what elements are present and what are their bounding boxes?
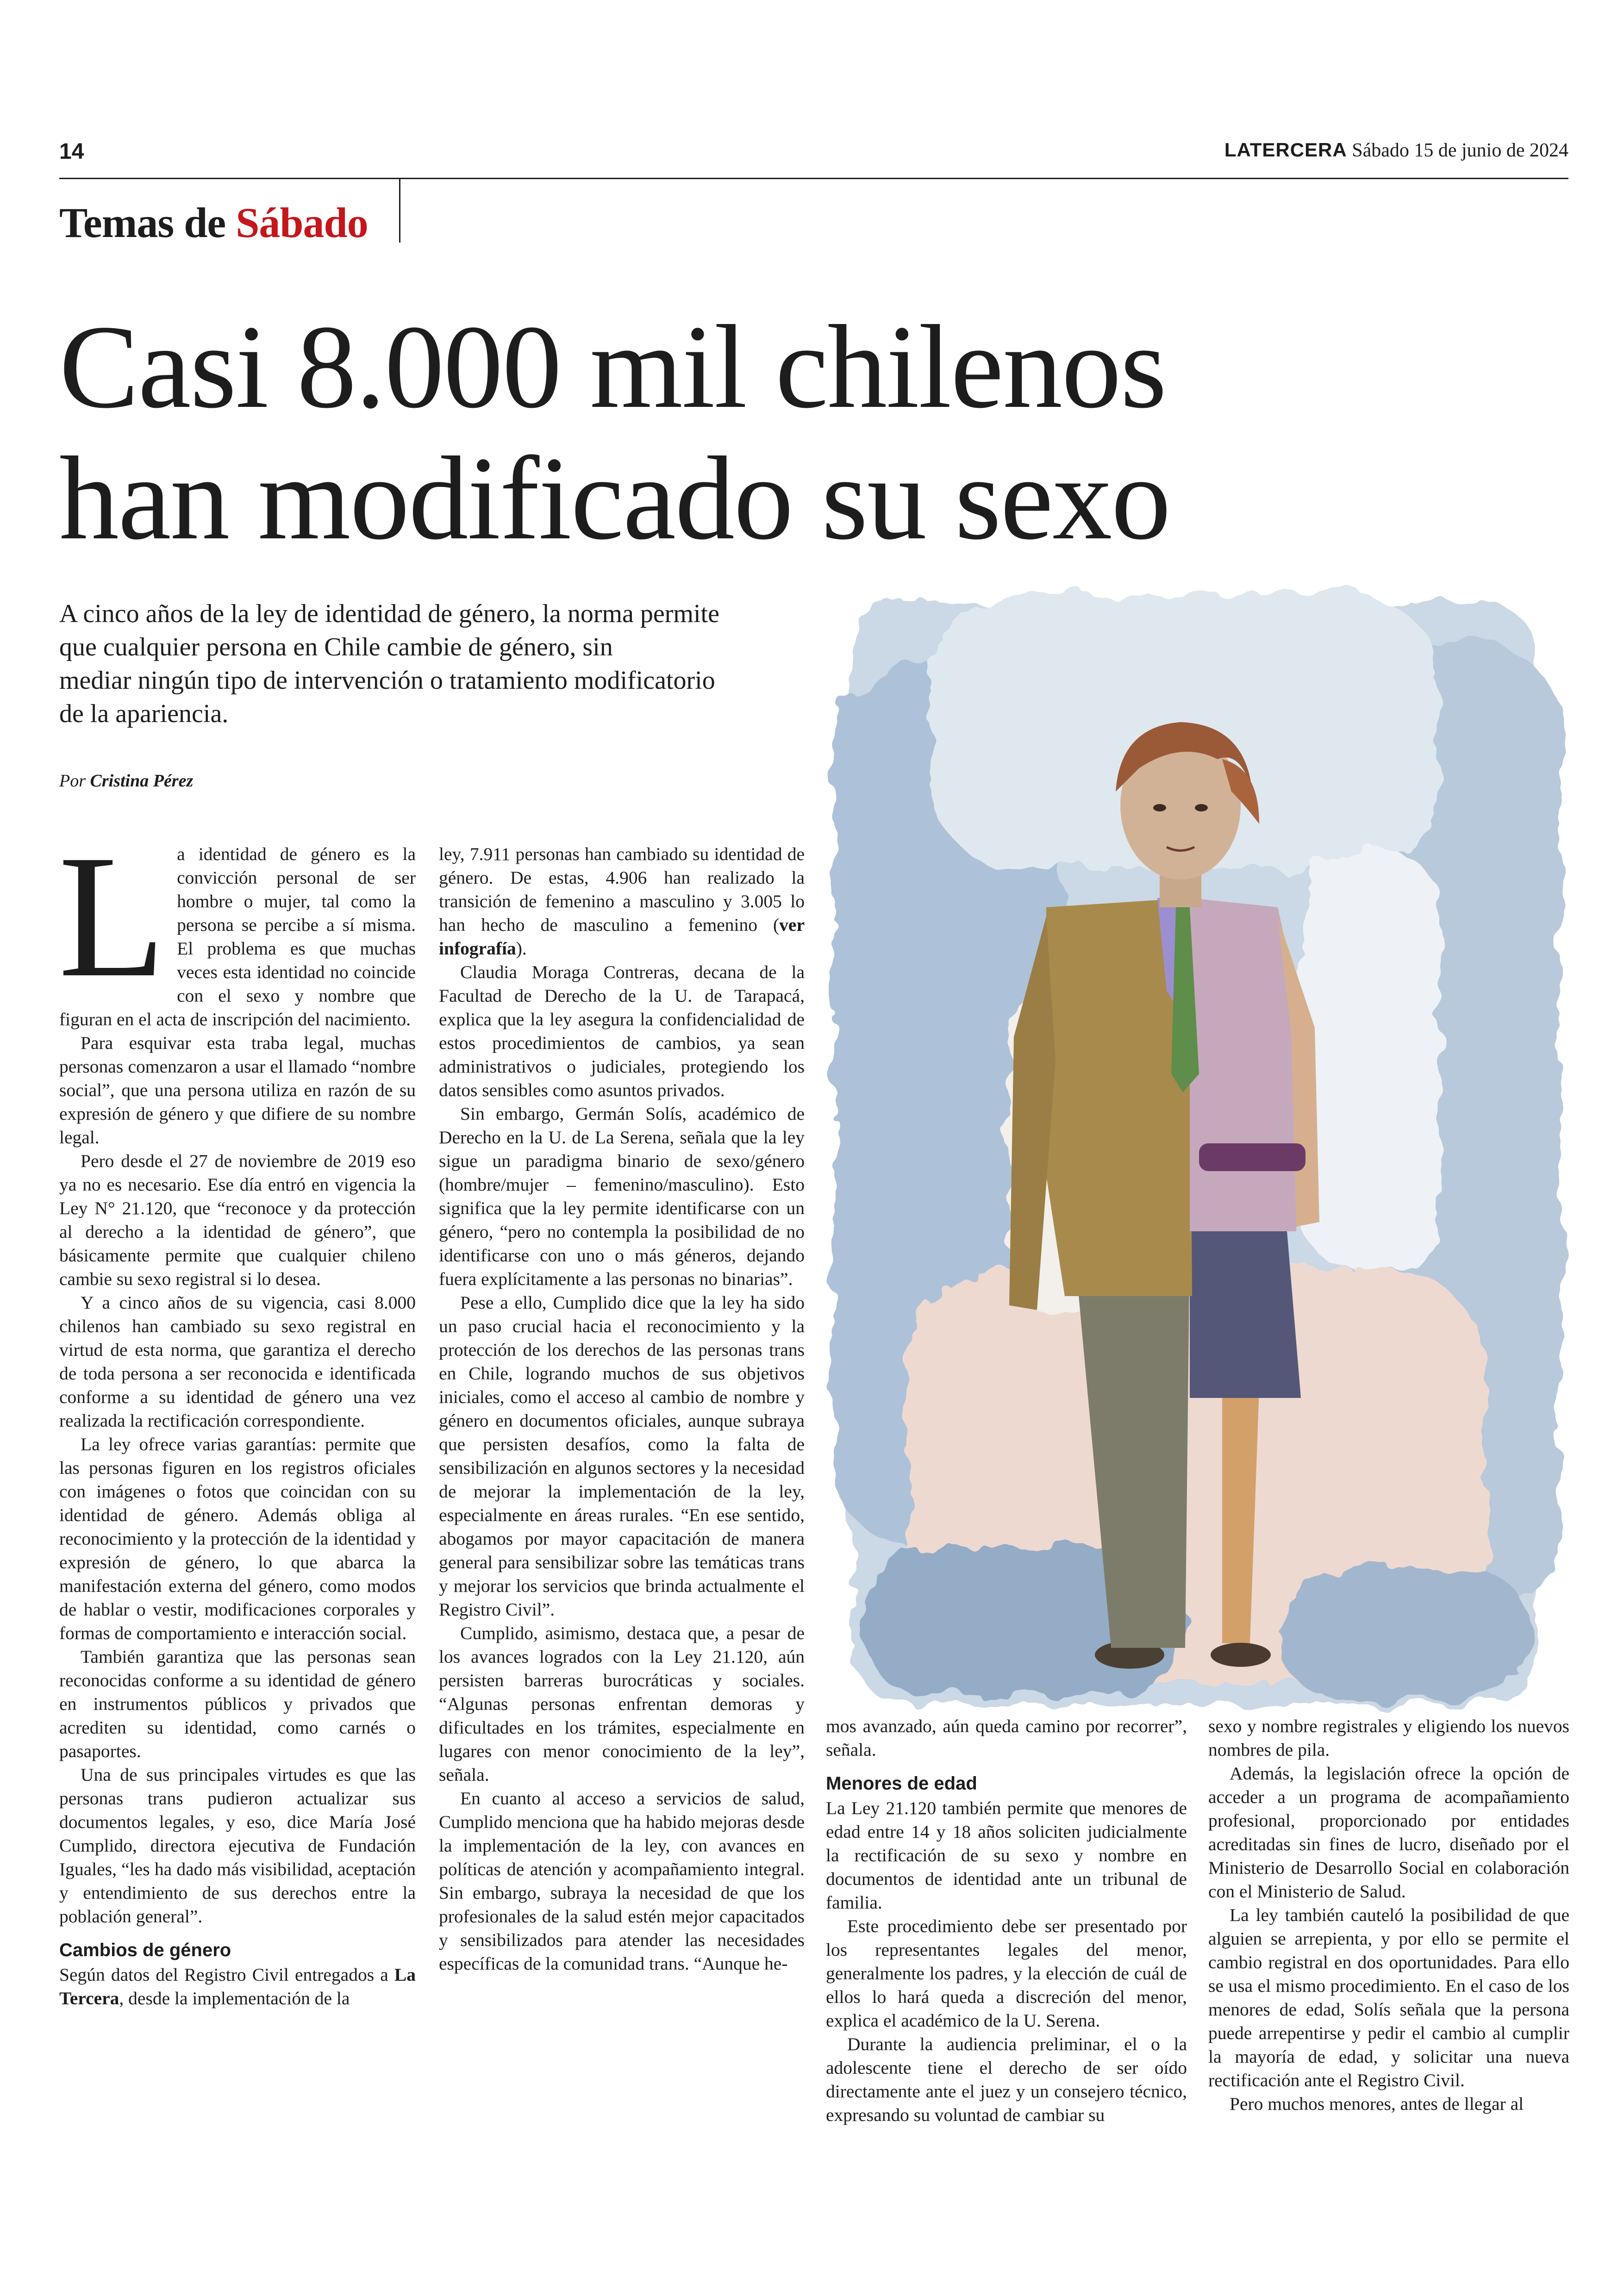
paragraph: Para esquivar esta traba legal, muchas personas comenzaron a usar el llamado “nombre social”, que una persona utiliza en razón de su expresión de género y que difiere de su nombre legal. [59,1033,416,1148]
paragraph: Claudia Moraga Contreras, decana de la Facultad de Derecho de la U. de Tarapacá, explica que la ley asegura la confidencialidad de estos procedimientos de cambios, ya sean administrativos o judiciales, protegiendo los datos sensibles como asuntos privados. [439,962,805,1100]
section-title-main: Temas de [59,199,226,246]
paragraph [58,819,416,1031]
newspaper-name: La Tercera [59,1964,416,2008]
paragraph: Pese a ello, Cumplido dice que la ley ha sido un paso crucial hacia el reconocimiento y la protección de los derechos de las personas trans en Chile, logrando muchos de sus objetivos iniciales, como el acceso al cambio de nombre y género en documentos oficiales, aunque subraya que persisten desafíos, como la falta de sensibilización en algunos sectores y la necesidad de mejorar la implementación de la ley, especialmente en áreas rurales. “En ese sentido, abogamos por mayor capacitación de manera general para sensibilizar sobre las temáticas trans y mejorar los servicios que brinda actualmente el Registro Civil”. [439,1292,805,1620]
section-title-accent: Sábado [236,199,368,246]
paragraph: ley, 7.911 personas han cambiado su identidad de género. De estas, 4.906 han realizado la transición de femenino a masculino y 3.005 lo han hecho de masculino a femenino (ver infografía). [439,844,805,959]
header-rule [59,178,1568,179]
paragraph: Según datos del Registro Civil entregados a La Tercera, desde la implementación de la [59,1964,416,2008]
deck-line: que cualquier persona en Chile cambie de género, sin [59,633,613,661]
article-column-4 [1208,1715,1569,2116]
paragraph: mos avanzado, aún queda camino por recorrer”, señala. [826,1716,1187,1760]
paragraph: En cuanto al acceso a servicios de salud, Cumplido menciona que ha habido mejoras desde la implementación de la ley, con avances en políticas de atención y acompañamiento integral. Sin embargo, subraya la necesidad de que los profesionales de la salud estén mejor capacitados y sensibilizados para atender las necesidades específicas de la comunidad trans. “Aunque he- [439,1788,805,1974]
paragraph: También garantiza que las personas sean reconocidas conforme a su identidad de género en instrumentos públicos y privados que acrediten su identidad, como carnés o pasaportes. [59,1646,416,1761]
newspaper-brand: LATERCERA [1224,139,1347,161]
paragraph: Además, la legislación ofrece la opción de acceder a un programa de acompañamiento profesional, proporcionado por entidades acreditadas sin fines de lucro, diseñado por el Ministerio de Desarrollo Social en colaboración con el Ministerio de Salud. [1208,1763,1569,1902]
paragraph: Sin embargo, Germán Solís, académico de Derecho en la U. de La Serena, señala que la ley sigue un paradigma binario de sexo/género (hombre/mujer – femenino/masculino). Esto significa que la ley permite identificarse con un género, “pero no contempla la posibilidad de no identificarse con uno o más géneros, dejando fuera explícitamente a las personas no binarias”. [439,1104,805,1289]
paragraph: La Ley 21.120 también permite que menores de edad entre 14 y 18 años soliciten judicialmente la rectificación de su sexo y nombre en documentos de identidad ante un tribunal de familia. [826,1798,1187,1913]
page-number: 14 [59,139,84,164]
deck-line: mediar ningún tipo de intervención o tratamiento modificatorio [59,666,715,695]
paragraph: Y a cinco años de su vigencia, casi 8.000 chilenos han cambiado su sexo registral en virtud de esta norma, que garantiza el derecho de toda persona a ser reconocida e identificada conforme a su identidad de género una vez realizada la rectificación correspondiente. [59,1292,416,1431]
illustration [815,574,1583,1731]
paragraph: La ley ofrece varias garantías: permite que las personas figuren en los registros oficiales con imágenes o fotos que coincidan con su identidad de género. Además obliga al reconocimiento y la protección de la identidad y expresión de género, lo que abarca la manifestación externa del género, como modos de hablar o vestir, modificaciones corporales y formas de comportamiento e interacción social. [59,1434,416,1643]
subheading-cambios-de-genero: Cambios de género [59,1940,231,1960]
article-column-2 [439,842,805,1976]
issue-date: Sábado 15 de junio de 2024 [1352,140,1568,161]
paragraph: sexo y nombre registrales y eligiendo los nuevos nombres de pila. [1208,1716,1569,1760]
section-divider [399,178,400,243]
paragraph-text: a identidad de género es la convicción personal de ser hombre o mujer, tal como la persona se percibe a sí misma. El problema es que muchas veces esta identidad no coincide con el sexo y nombre que figuran en el acta de inscripción del nacimiento. [59,844,416,1029]
paragraph: Este procedimiento debe ser presentado por los representantes legales del menor, generalmente los padres, y la elección de cuál de ellos lo hará queda a discreción del menor, explica el académico de la U. Serena. [826,1916,1187,2031]
headline [59,301,1448,564]
paragraph: Pero desde el 27 de noviembre de 2019 eso ya no es necesario. Ese día entró en vigencia la Ley N° 21.120, que “reconoce y da protección al derecho a la identidad de género”, que básicamente permite que cualquier chileno cambie su sexo registral si lo desea. [59,1151,416,1289]
masthead [1224,139,1568,162]
paragraph: Pero muchos menores, antes de llegar al [1230,2094,1524,2114]
paragraph: La ley también cauteló la posibilidad de que alguien se arrepienta, y por ello se permite el cambio registral en dos oportunidades. Para ello se usa el mismo procedimiento. En el caso de los menores de edad, Solís señala que la persona puede arrepentirse y pedir el cambio al cumplir la mayoría de edad, y solicitar una nueva rectificación ante el Registro Civil. [1208,1905,1569,2090]
section-title [59,198,368,247]
deck-line: A cinco años de la ley de identidad de género, la norma permite [59,599,719,628]
byline-author: Cristina Pérez [90,771,194,791]
deck-line: de la apariencia. [59,699,229,728]
drop-cap: L [58,819,166,1014]
headline-line-1: Casi 8.000 mil chilenos [59,300,1166,433]
article-column-1 [58,819,416,2010]
byline [59,771,193,791]
paragraph: Cumplido, asimismo, destaca que, a pesar de los avances logrados con la Ley 21.120, aún persisten barreras burocráticas y sociales. “Algunas personas enfrentan demoras y dificultades en los trámites, especialmente en lugares con menor conocimiento de la ley”, señala. [439,1623,805,1785]
article-column-3 [826,1715,1187,2127]
headline-line-2: han modificado su sexo [59,432,1170,564]
paragraph: Una de sus principales virtudes es que las personas trans pudieron actualizar sus documentos legales, y eso, dice María José Cumplido, directora ejecutiva de Fundación Iguales, “les ha dado más visibilidad, aceptación y entendimiento de sus derechos entre la población general”. [59,1765,416,1927]
byline-prefix: Por [59,771,86,791]
subheading-menores-de-edad: Menores de edad [826,1773,977,1794]
infographic-reference: ver infografía [439,915,805,959]
paragraph: Durante la audiencia preliminar, el o la adolescente tiene el derecho de ser oído directamente ante el juez y un consejero técnico, expresando su voluntad de cambiar su [826,2034,1187,2125]
deck [59,597,800,730]
